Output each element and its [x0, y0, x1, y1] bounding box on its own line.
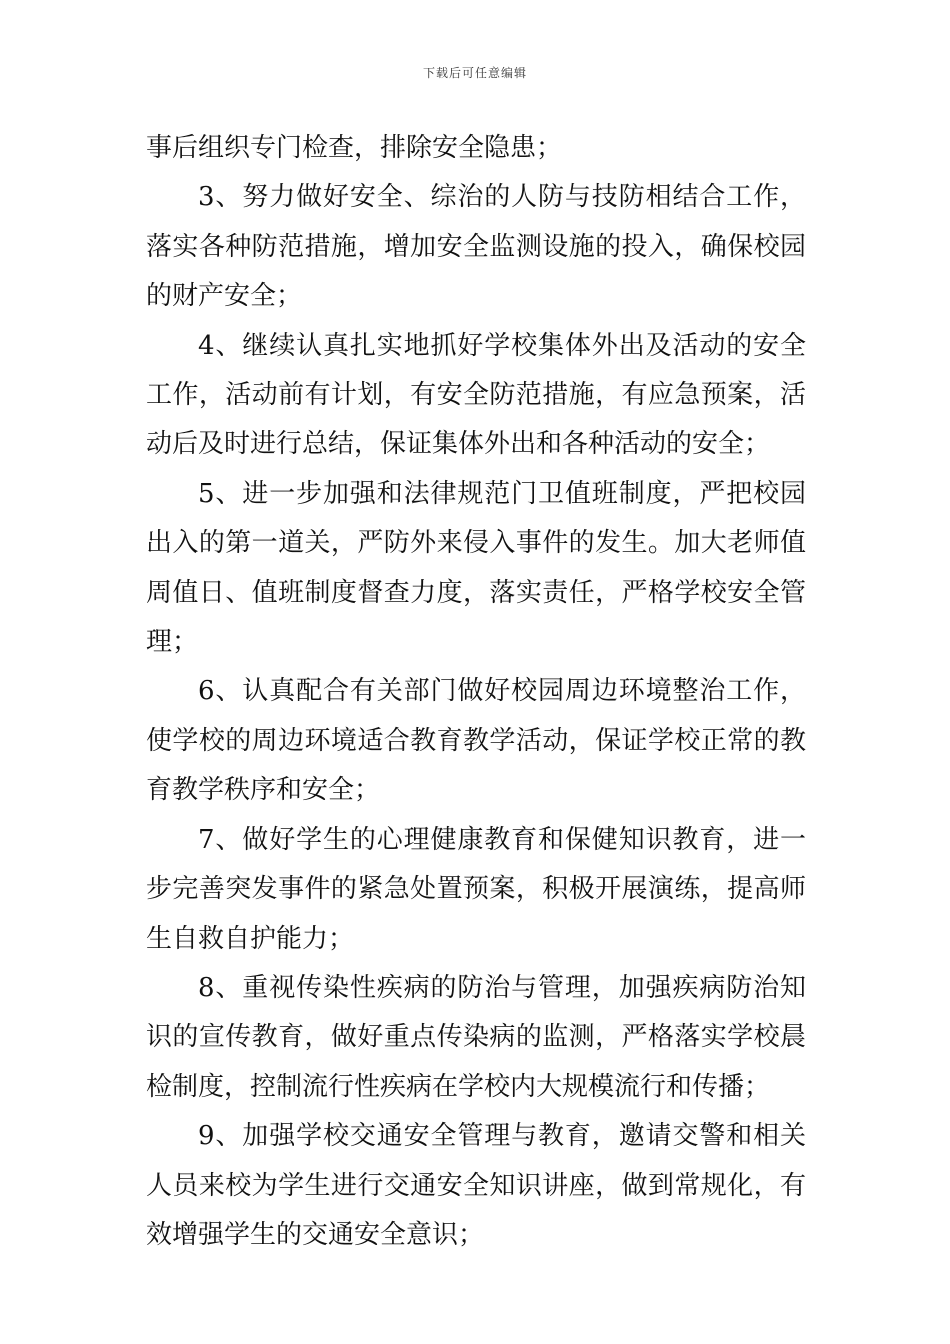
- paragraph-continuation: 事后组织专门检查，排除安全隐患；: [146, 133, 563, 163]
- paragraph-item-3: 3、努力做好安全、综治的人防与技防相结合工作，落实各种防范措施，增加安全监测设施的投入，确保校园的财产安全；: [146, 182, 806, 312]
- paragraph-item-8: 8、重视传染性疾病的防治与管理，加强疾病防治知识的宣传教育，做好重点传染病的监测，严格落实学校晨检制度，控制流行性疾病在学校内大规模流行和传播；: [146, 972, 806, 1102]
- paragraph-item-6: 6、认真配合有关部门做好校园周边环境整治工作，使学校的周边环境适合教育教学活动，保证学校正常的教育教学秩序和安全；: [146, 676, 806, 806]
- page-header: 下载后可任意编辑: [422, 66, 527, 80]
- paragraph-item-9: 9、加强学校交通安全管理与教育，邀请交警和相关人员来校为学生进行交通安全知识讲座，做到常规化，有效增强学生的交通安全意识；: [146, 1121, 806, 1250]
- paragraph-item-5: 5、进一步加强和法律规范门卫值班制度，严把校园出入的第一道关，严防外来侵入事件的发生。加大老师值周值日、值班制度督查力度，落实责任，严格学校安全管理；: [146, 478, 806, 658]
- paragraph-item-7: 7、做好学生的心理健康教育和保健知识教育，进一步完善突发事件的紧急处置预案，积极开展演练，提高师生自救自护能力；: [146, 824, 806, 954]
- document-body: [146, 124, 806, 1260]
- paragraph-item-4: 4、继续认真扎实地抓好学校集体外出及活动的安全工作，活动前有计划，有安全防范措施，有应急预案，活动后及时进行总结，保证集体外出和各种活动的安全；: [146, 330, 806, 460]
